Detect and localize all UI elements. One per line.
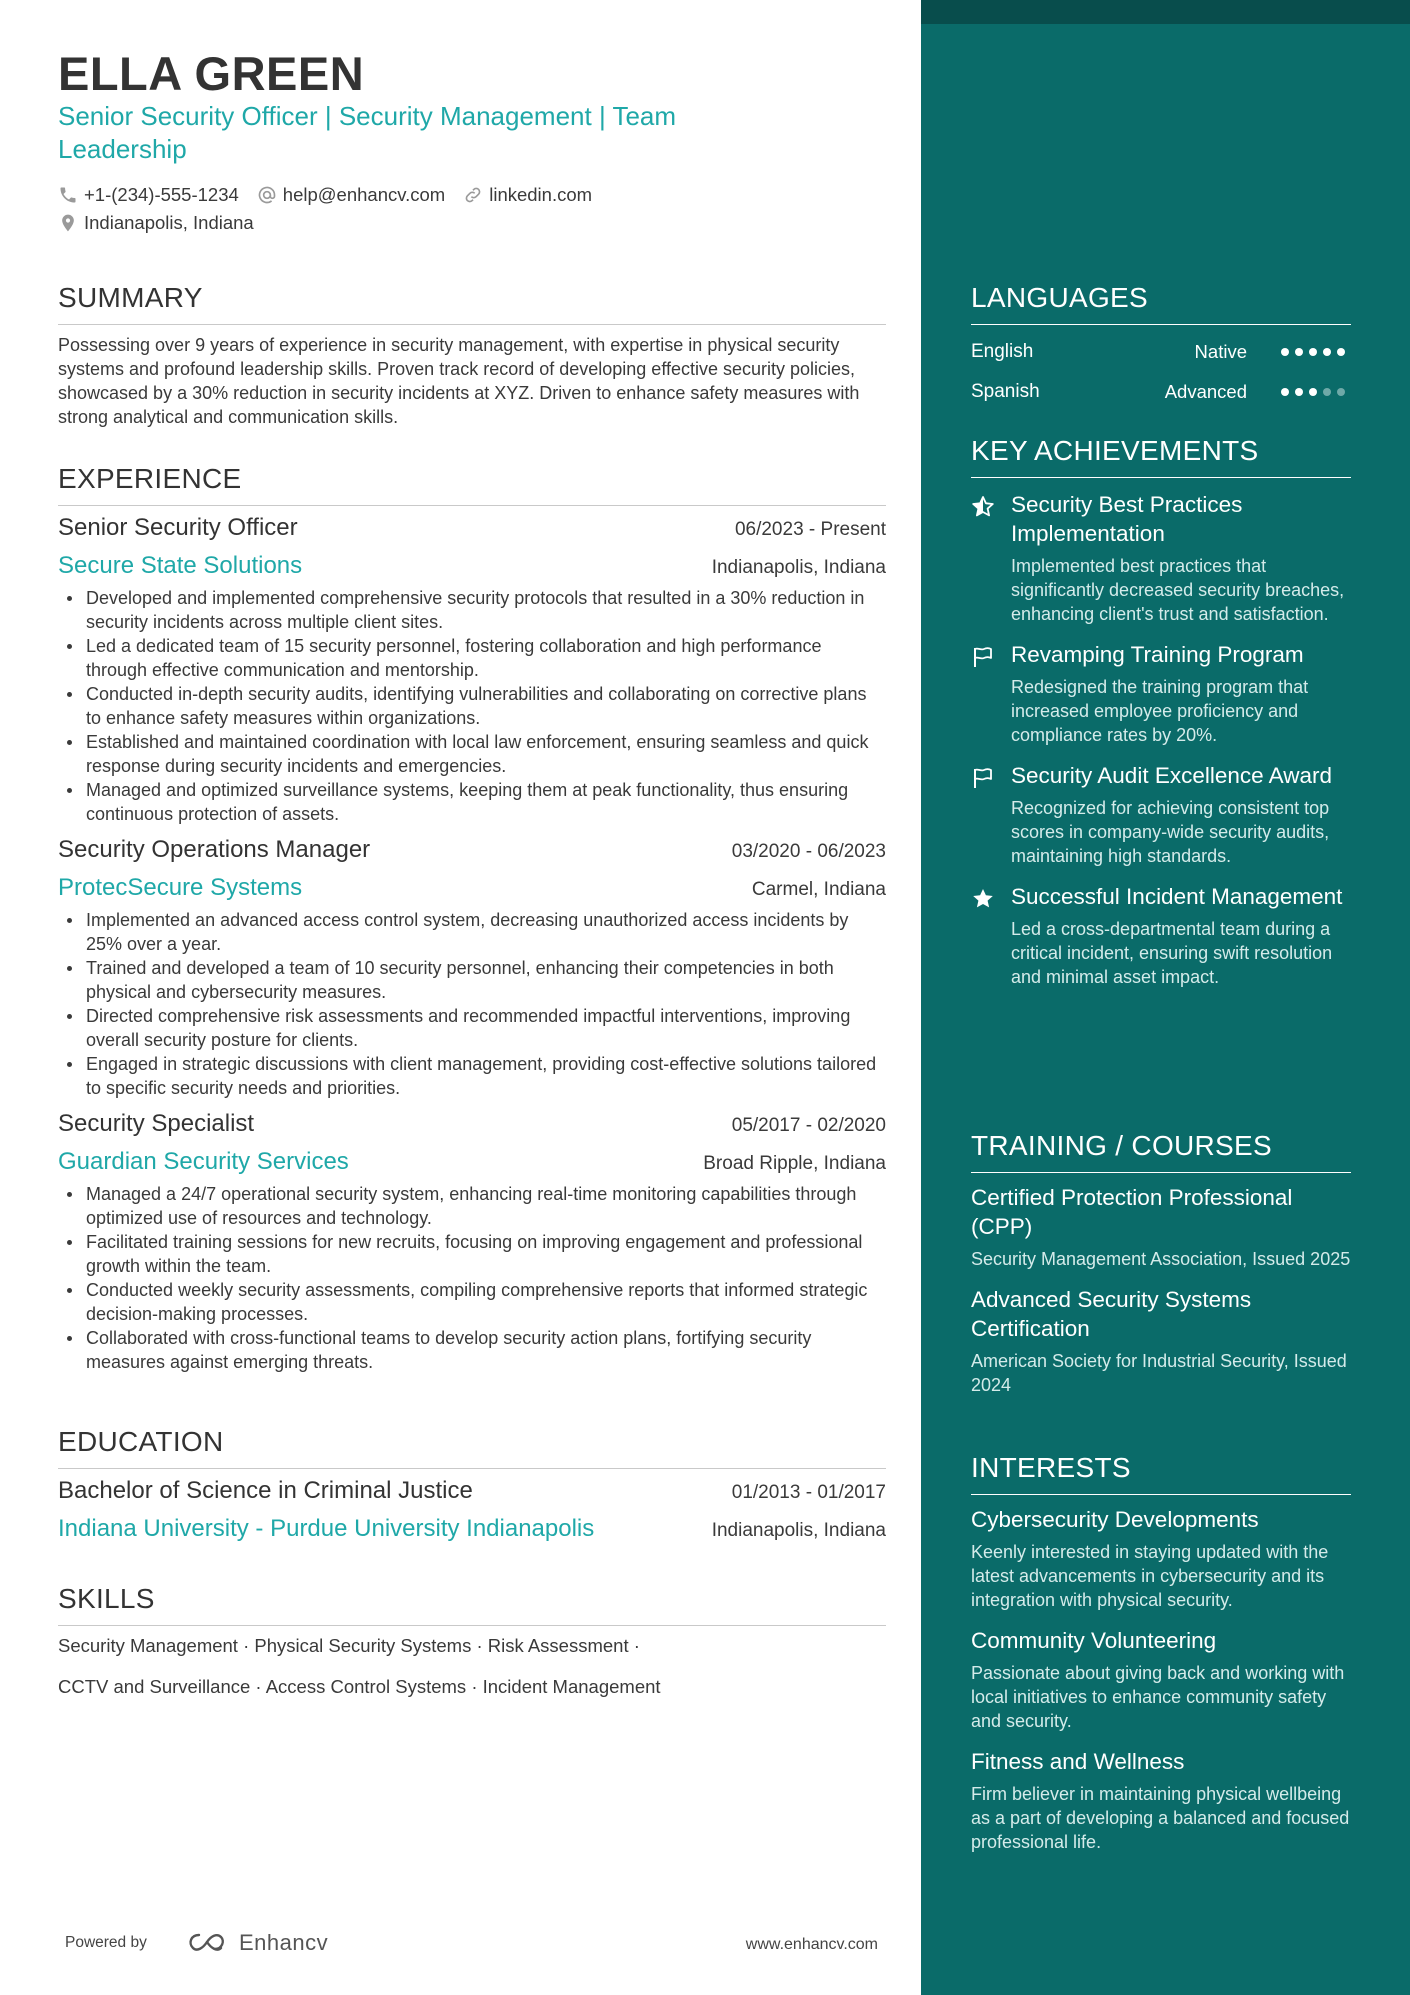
training-section xyxy=(971,1130,1351,1397)
languages-title: LANGUAGES xyxy=(971,282,1351,325)
sidebar xyxy=(921,0,1410,1995)
education-section xyxy=(58,1426,886,1543)
achievement-item xyxy=(971,882,1351,989)
job-entry xyxy=(58,836,886,1100)
contact-info xyxy=(58,182,838,238)
sidebar-top-band xyxy=(921,0,1410,24)
location-pin-icon xyxy=(58,213,78,233)
achievements-section xyxy=(971,435,1351,989)
course-title: Certified Protection Professional (CPP) xyxy=(971,1185,1293,1239)
job-title: Senior Security Officer xyxy=(58,514,298,541)
bullet-item: Implemented an advanced access control system, decreasing unauthorized access incidents by 25% over a year. xyxy=(58,908,886,956)
job-dates: 06/2023 - Present xyxy=(734,519,886,540)
email-contact[interactable] xyxy=(257,184,445,206)
language-item xyxy=(971,379,1351,405)
achievement-item xyxy=(971,761,1351,868)
achievement-title: Revamping Training Program xyxy=(1011,642,1304,667)
bullet-item: Directed comprehensive risk assessments and recommended impactful interventions, improving overall security posture for clients. xyxy=(58,1004,886,1052)
experience-title: EXPERIENCE xyxy=(58,463,886,506)
bullet-item: Conducted weekly security assessments, compiling comprehensive reports that informed strategic decision-making processes. xyxy=(58,1278,886,1326)
skills-title: SKILLS xyxy=(58,1583,886,1626)
website-link[interactable]: www.enhancv.com xyxy=(745,1936,878,1953)
language-level: Advanced xyxy=(1164,381,1247,402)
interest-item xyxy=(971,1747,1351,1854)
language-rating xyxy=(1281,348,1351,356)
course-item xyxy=(971,1285,1351,1397)
headline: Senior Security Officer | Security Management | Team Leadership xyxy=(58,101,677,164)
job-entry xyxy=(58,1110,886,1374)
enhancv-logo-icon xyxy=(185,1931,233,1955)
phone-contact[interactable] xyxy=(58,184,239,206)
rating-dot-filled xyxy=(1295,388,1303,396)
company-name: Guardian Security Services xyxy=(58,1148,349,1175)
powered-by-label: Powered by xyxy=(65,1934,147,1951)
job-bullets xyxy=(58,908,886,1100)
skills-list: Security Management · Physical Security Systems · Risk Assessment · xyxy=(58,1635,640,1656)
bullet-item: Managed a 24/7 operational security system, enhancing real-time monitoring capabilities through optimized use of resources and technology. xyxy=(58,1182,886,1230)
bullet-item: Engaged in strategic discussions with client management, providing cost-effective solutions tailored to specific security needs and priorities. xyxy=(58,1052,886,1100)
interest-desc: Passionate about giving back and working with local initiatives to enhance community safety and security. xyxy=(971,1663,1345,1731)
language-level: Native xyxy=(1194,341,1247,362)
interest-title: Cybersecurity Developments xyxy=(971,1507,1259,1532)
linkedin-contact[interactable] xyxy=(463,184,592,206)
achievement-item xyxy=(971,490,1351,626)
achievement-item xyxy=(971,640,1351,747)
summary-section xyxy=(58,282,886,429)
job-location: Indianapolis, Indiana xyxy=(711,557,886,578)
rating-dot-filled xyxy=(1309,348,1317,356)
company-name: Secure State Solutions xyxy=(58,552,303,579)
bullet-item: Facilitated training sessions for new recruits, focusing on improving engagement and professional growth within the team. xyxy=(58,1230,886,1278)
summary-text: Possessing over 9 years of experience in security management, with expertise in physical security systems and profound leadership skills. Proven track record of developing effective security policies, showcased by a 30% reduction in security incidents at XYZ. Driven to enhance safety measures with strong analytical and communication skills. xyxy=(58,335,860,427)
flag-icon xyxy=(971,645,995,669)
achievement-desc: Redesigned the training program that increased employee proficiency and compliance rates by 20%. xyxy=(1011,677,1309,745)
star-half-icon xyxy=(971,495,995,519)
course-title: Advanced Security Systems Certification xyxy=(971,1287,1252,1341)
star-icon xyxy=(971,887,995,911)
rating-dot-filled xyxy=(1337,348,1345,356)
course-desc: Security Management Association, Issued 2025 xyxy=(971,1249,1351,1269)
language-rating xyxy=(1281,388,1351,396)
link-icon xyxy=(463,185,483,205)
achievement-desc: Led a cross-departmental team during a critical incident, ensuring swift resolution and minimal asset impact. xyxy=(1011,919,1333,987)
phone-text: +1-(234)-555-1234 xyxy=(84,184,239,205)
education-location: Indianapolis, Indiana xyxy=(711,1520,886,1541)
company-name: ProtecSecure Systems xyxy=(58,874,303,901)
skills-section xyxy=(58,1583,886,1716)
job-location: Carmel, Indiana xyxy=(751,879,886,900)
achievement-desc: Implemented best practices that significantly decreased security breaches, enhancing client's trust and satisfaction. xyxy=(1011,556,1345,624)
rating-dot-filled xyxy=(1323,348,1331,356)
job-dates: 05/2017 - 02/2020 xyxy=(731,1115,886,1136)
achievements-title: KEY ACHIEVEMENTS xyxy=(971,435,1351,478)
course-desc: American Society for Industrial Security, Issued 2024 xyxy=(971,1351,1347,1395)
rating-dot-filled xyxy=(1281,348,1289,356)
achievement-title: Successful Incident Management xyxy=(1011,884,1343,909)
training-title: TRAINING / COURSES xyxy=(971,1130,1351,1173)
email-text: help@enhancv.com xyxy=(282,184,446,205)
phone-icon xyxy=(58,185,78,205)
bullet-item: Trained and developed a team of 10 security personnel, enhancing their competencies in both physical and cybersecurity measures. xyxy=(58,956,886,1004)
rating-dot-filled xyxy=(1309,388,1317,396)
interest-desc: Firm believer in maintaining physical wellbeing as a part of developing a balanced and focused professional life. xyxy=(971,1784,1350,1852)
education-title: EDUCATION xyxy=(58,1426,886,1469)
school-name: Indiana University - Purdue University Indianapolis xyxy=(58,1515,595,1542)
course-item xyxy=(971,1183,1351,1271)
job-bullets xyxy=(58,586,886,826)
interest-desc: Keenly interested in staying updated with the latest advancements in cybersecurity and its integration with physical security. xyxy=(971,1542,1329,1610)
flag-icon xyxy=(971,766,995,790)
interests-section xyxy=(971,1452,1351,1854)
at-icon xyxy=(257,185,277,205)
interest-title: Community Volunteering xyxy=(971,1628,1217,1653)
language-name: English xyxy=(971,341,1034,362)
language-item xyxy=(971,339,1351,365)
interests-title: INTERESTS xyxy=(971,1452,1351,1495)
bullet-item: Conducted in-depth security audits, identifying vulnerabilities and collaborating on corrective plans to enhance safety measures within organizations. xyxy=(58,682,886,730)
rating-dot-empty xyxy=(1337,388,1345,396)
bullet-item: Collaborated with cross-functional teams to develop security action plans, fortifying security measures against emerging threats. xyxy=(58,1326,886,1374)
rating-dot-empty xyxy=(1323,388,1331,396)
achievement-title: Security Audit Excellence Award xyxy=(1011,763,1333,788)
candidate-name: ELLA GREEN xyxy=(58,47,365,100)
rating-dot-filled xyxy=(1295,348,1303,356)
job-entry xyxy=(58,514,886,826)
bullet-item: Managed and optimized surveillance systems, keeping them at peak functionality, thus ensuring continuous protection of assets. xyxy=(58,778,886,826)
languages-section xyxy=(971,282,1351,405)
job-title: Security Operations Manager xyxy=(58,836,371,863)
summary-title: SUMMARY xyxy=(58,282,886,325)
language-name: Spanish xyxy=(971,381,1040,402)
degree-title: Bachelor of Science in Criminal Justice xyxy=(58,1477,473,1504)
interest-title: Fitness and Wellness xyxy=(971,1749,1185,1774)
job-title: Security Specialist xyxy=(58,1110,255,1137)
job-location: Broad Ripple, Indiana xyxy=(703,1153,886,1174)
linkedin-text: linkedin.com xyxy=(489,184,593,205)
bullet-item: Developed and implemented comprehensive security protocols that resulted in a 30% reduction in security incidents across multiple client sites. xyxy=(58,586,886,634)
location-text: Indianapolis, Indiana xyxy=(84,212,254,233)
education-dates: 01/2013 - 01/2017 xyxy=(731,1482,886,1503)
bullet-item: Led a dedicated team of 15 security personnel, fostering collaboration and high performance through effective communication and mentorship. xyxy=(58,634,886,682)
interest-item xyxy=(971,1626,1351,1733)
rating-dot-filled xyxy=(1281,388,1289,396)
bullet-item: Established and maintained coordination with local law enforcement, ensuring seamless and quick response during security incidents and emergencies. xyxy=(58,730,886,778)
enhancv-logo[interactable] xyxy=(185,1930,328,1956)
skills-list: CCTV and Surveillance · Access Control Systems · Incident Management xyxy=(58,1676,661,1697)
interest-item xyxy=(971,1505,1351,1612)
brand-name: Enhancv xyxy=(239,1930,329,1955)
achievement-desc: Recognized for achieving consistent top scores in company-wide security audits, maintaining high standards. xyxy=(1011,798,1330,866)
experience-section xyxy=(58,463,886,1374)
job-bullets xyxy=(58,1182,886,1374)
footer xyxy=(58,1928,878,1958)
job-dates: 03/2020 - 06/2023 xyxy=(731,841,886,862)
location-contact xyxy=(58,212,254,234)
achievement-title: Security Best Practices Implementation xyxy=(1011,492,1243,546)
